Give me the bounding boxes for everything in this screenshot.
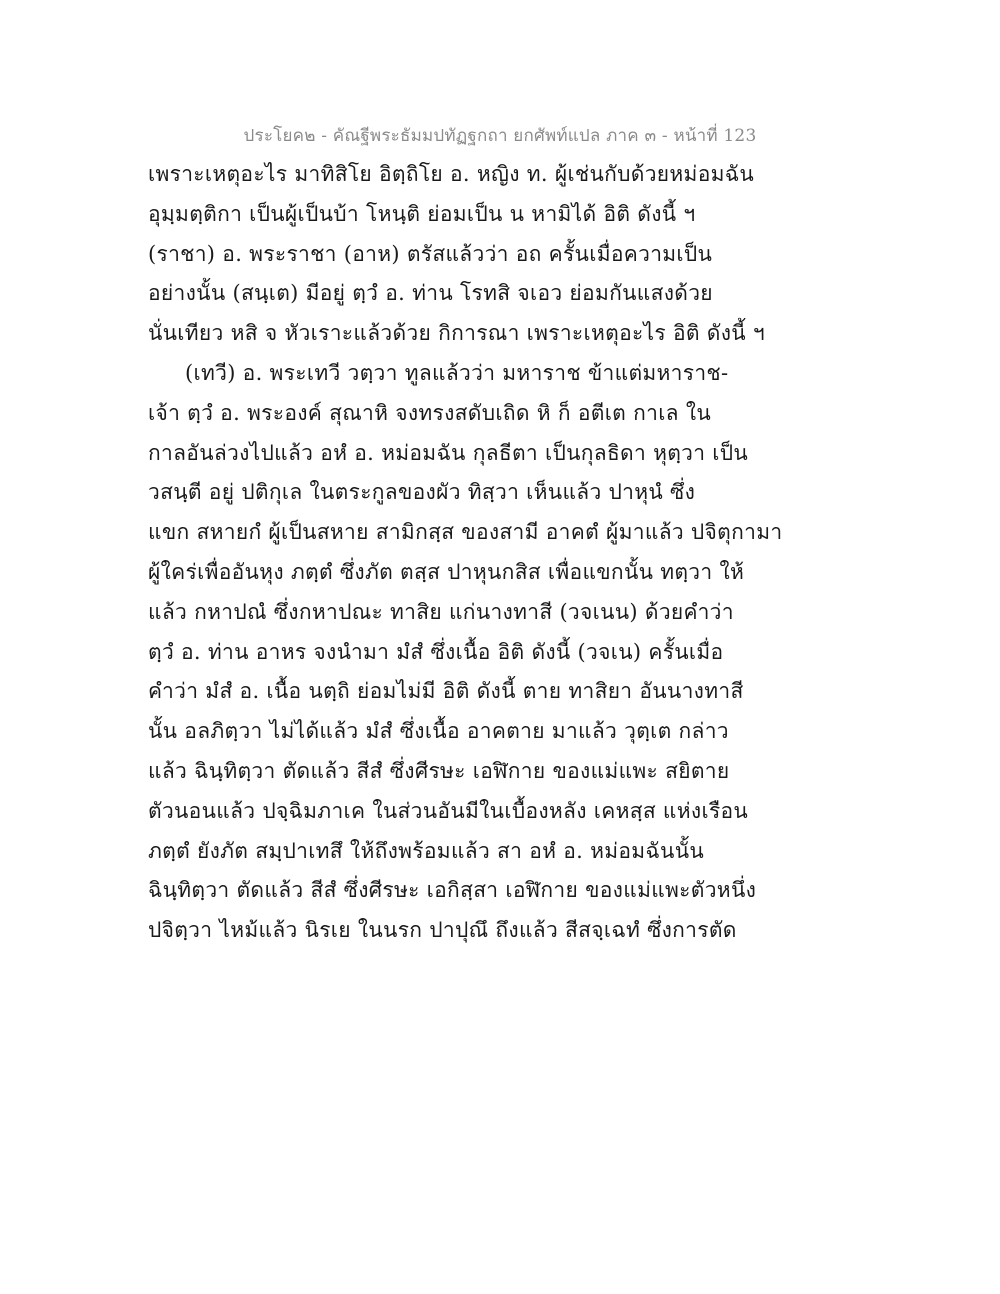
- text-line: ฉินฺทิตฺวา ตัดแล้ว สีสํ ซึ่งศีรษะ เอกิสฺสา เอฬิกาย ของแม่แพะตัวหนึ่ง: [148, 878, 757, 903]
- text-line: อุมฺมตฺติกา เป็นผู้เป็นบ้า โหนฺติ ย่อมเป็น น หามิได้ อิติ ดังนี้ ฯ: [148, 201, 696, 226]
- text-line: วสนฺตี อยู่ ปติกุเล ในตระกูลของผัว ทิสฺวา เห็นแล้ว ปาหุนํ ซึ่ง: [148, 480, 696, 505]
- text-line: แขก สหายกํ ผู้เป็นสหาย สามิกสฺส ของสามี อาคตํ ผู้มาแล้ว ปจิตุกามา: [148, 520, 783, 545]
- text-line: แล้ว กหาปณํ ซึ่งกหาปณะ ทาสิย แก่นางทาสี (วจเนน) ด้วยคำว่า: [148, 599, 734, 624]
- text-line: อย่างนั้น (สนฺเต) มีอยู่ ตฺวํ อ. ท่าน โรทสิ จเอว ย่อมกันแสงด้วย: [148, 281, 713, 306]
- body-text: [148, 155, 783, 951]
- text-line: นั่นเทียว หสิ จ หัวเราะแล้วด้วย กิการณา เพราะเหตุอะไร อิติ ดังนี้ ฯ: [148, 321, 766, 346]
- text-line: ตัวนอนแล้ว ปจฺฉิมภาเค ในส่วนอันมีในเบื้องหลัง เคหสฺส แห่งเรือน: [148, 798, 749, 823]
- text-line: (ราชา) อ. พระราชา (อาห) ตรัสแล้วว่า อถ ครั้นเมื่อความเป็น: [148, 241, 713, 266]
- text-line: เพราะเหตุอะไร มาทิสิโย อิตฺถิโย อ. หญิง ท. ผู้เช่นกับด้วยหม่อมฉัน: [148, 162, 755, 186]
- text-line: ตฺวํ อ. ท่าน อาหร จงนำมา มํสํ ซึ่งเนื้อ อิติ ดังนี้ (วจเน) ครั้นเมื่อ: [148, 639, 724, 664]
- paragraph-start-line: (เทวี) อ. พระเทวี วตฺวา ทูลแล้วว่า มหาราช ข้าแต่มหาราช-: [185, 360, 729, 385]
- page-header: ประโยค๒ - คัณฐีพระธัมมปทัฏฐกถา ยกศัพท์แปล ภาค ๓ - หน้าที่ 123: [243, 126, 757, 146]
- text-line: ปจิตฺวา ไหม้แล้ว นิรเย ในนรก ปาปุณึ ถึงแล้ว สีสจฺเฉทํ ซึ่งการตัด: [148, 918, 737, 943]
- text-line: กาลอันล่วงไปแล้ว อหํ อ. หม่อมฉัน กุลธีตา เป็นกุลธิดา หุตฺวา เป็น: [148, 440, 749, 465]
- text-line: ภตฺตํ ยังภัต สมฺปาเทสึ ให้ถึงพร้อมแล้ว สา อหํ อ. หม่อมฉันนั้น: [148, 838, 705, 863]
- text-line: นั้น อลภิตฺวา ไม่ได้แล้ว มํสํ ซึ่งเนื้อ อาคตาย มาแล้ว วุตฺเต กล่าว: [148, 719, 729, 744]
- text-line: ผู้ใคร่เพื่ออันหุง ภตฺตํ ซึ่งภัต ตสฺส ปาหุนกสิส เพื่อแขกนั้น ทตฺวา ให้: [148, 559, 745, 584]
- text-line: แล้ว ฉินฺทิตฺวา ตัดแล้ว สีสํ ซึ่งศีรษะ เอฬิกาย ของแม่แพะ สยิตาย: [148, 758, 730, 783]
- text-line: คำว่า มํสํ อ. เนื้อ นตฺถิ ย่อมไม่มี อิติ ดังนี้ ตาย ทาสิยา อันนางทาสี: [148, 679, 744, 704]
- text-line: เจ้า ตฺวํ อ. พระองค์ สุณาหิ จงทรงสดับเถิด หิ ก็ อตีเต กาเล ใน: [148, 400, 712, 425]
